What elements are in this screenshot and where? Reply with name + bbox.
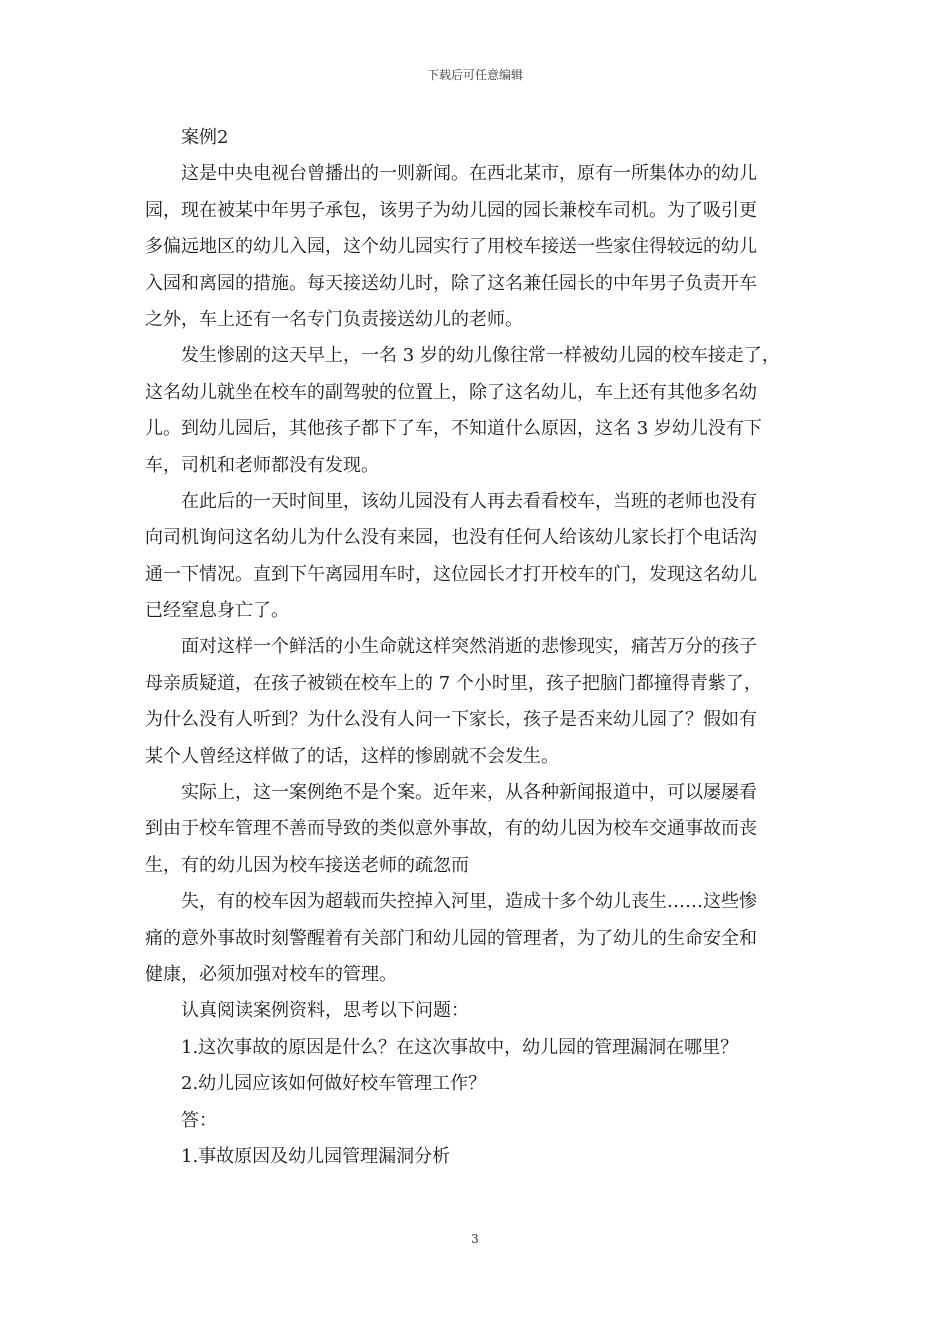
text-line: 生，有的幼儿因为校车接送老师的疏忽而 [145,854,469,876]
page-number: 3 [471,1232,479,1246]
question-intro: 认真阅读案例资料，思考以下问题： [181,1000,469,1022]
text-line: 发生惨剧的这天早上，一名 3 岁的幼儿像往常一样被幼儿园的校车接走了， [181,345,780,367]
text-line: 失，有的校车因为超载而失控掉入河里，造成十多个幼儿丧生……这些惨 [181,891,757,913]
text-line: 面对这样一个鲜活的小生命就这样突然消逝的悲惨现实，痛苦万分的孩子 [181,636,757,658]
paragraph-5 [145,775,805,884]
document-body [145,120,805,1175]
case-title: 案例2 [181,127,229,148]
paragraph-2 [145,338,805,484]
paragraph-6 [145,884,805,993]
text-line: 这名幼儿就坐在校车的副驾驶的位置上，除了这名幼儿，车上还有其他多名幼 [145,381,757,403]
text-line: 已经窒息身亡了。 [145,600,289,622]
text-line: 母亲质疑道，在孩子被锁在校车上的 7 个小时里，孩子把脑门都撞得青紫了， [145,672,762,694]
text-line: 通一下情况。直到下午离园用车时，这位园长才打开校车的门，发现这名幼儿 [145,563,757,585]
text-line: 健康，必须加强对校车的管理。 [145,963,397,985]
text-line: 之外，车上还有一名专门负责接送幼儿的老师。 [145,308,523,330]
text-line: 多偏远地区的幼儿入园，这个幼儿园实行了用校车接送一些家住得较远的幼儿 [145,236,757,258]
text-line: 车，司机和老师都没有发现。 [145,454,379,476]
text-line: 这是中央电视台曾播出的一则新闻。在西北某市，原有一所集体办的幼儿 [181,163,757,185]
question-2: 2.幼儿园应该如何做好校车管理工作？ [181,1073,487,1095]
paragraph-4 [145,629,805,775]
text-line: 入园和离园的措施。每天接送幼儿时，除了这名兼任园长的中年男子负责开车 [145,272,757,294]
text-line: 到由于校车管理不善而导致的类似意外事故，有的幼儿因为校车交通事故而丧 [145,818,757,840]
answer-label: 答： [181,1109,217,1131]
text-line: 实际上，这一案例绝不是个案。近年来，从各种新闻报道中，可以屡屡看 [181,782,757,804]
answer-heading: 1.事故原因及幼儿园管理漏洞分析 [181,1145,451,1167]
text-line: 园，现在被某中年男子承包，该男子为幼儿园的园长兼校车司机。为了吸引更 [145,199,757,221]
text-line: 某个人曾经这样做了的话，这样的惨剧就不会发生。 [145,745,559,767]
text-line: 为什么没有人听到？为什么没有人问一下家长，孩子是否来幼儿园了？假如有 [145,709,757,731]
text-line: 在此后的一天时间里，该幼儿园没有人再去看看校车，当班的老师也没有 [181,490,757,512]
text-line: 向司机询问这名幼儿为什么没有来园，也没有任何人给该幼儿家长打个电话沟 [145,527,757,549]
paragraph-3 [145,484,805,630]
text-line: 儿。到幼儿园后，其他孩子都下了车，不知道什么原因，这名 3 岁幼儿没有下 [145,418,762,440]
page-header: 下载后可任意编辑 [426,68,523,82]
question-1: 1.这次事故的原因是什么？在这次事故中，幼儿园的管理漏洞在哪里？ [181,1036,739,1058]
paragraph-1 [145,156,805,338]
text-line: 痛的意外事故时刻警醒着有关部门和幼儿园的管理者，为了幼儿的生命安全和 [145,927,757,949]
